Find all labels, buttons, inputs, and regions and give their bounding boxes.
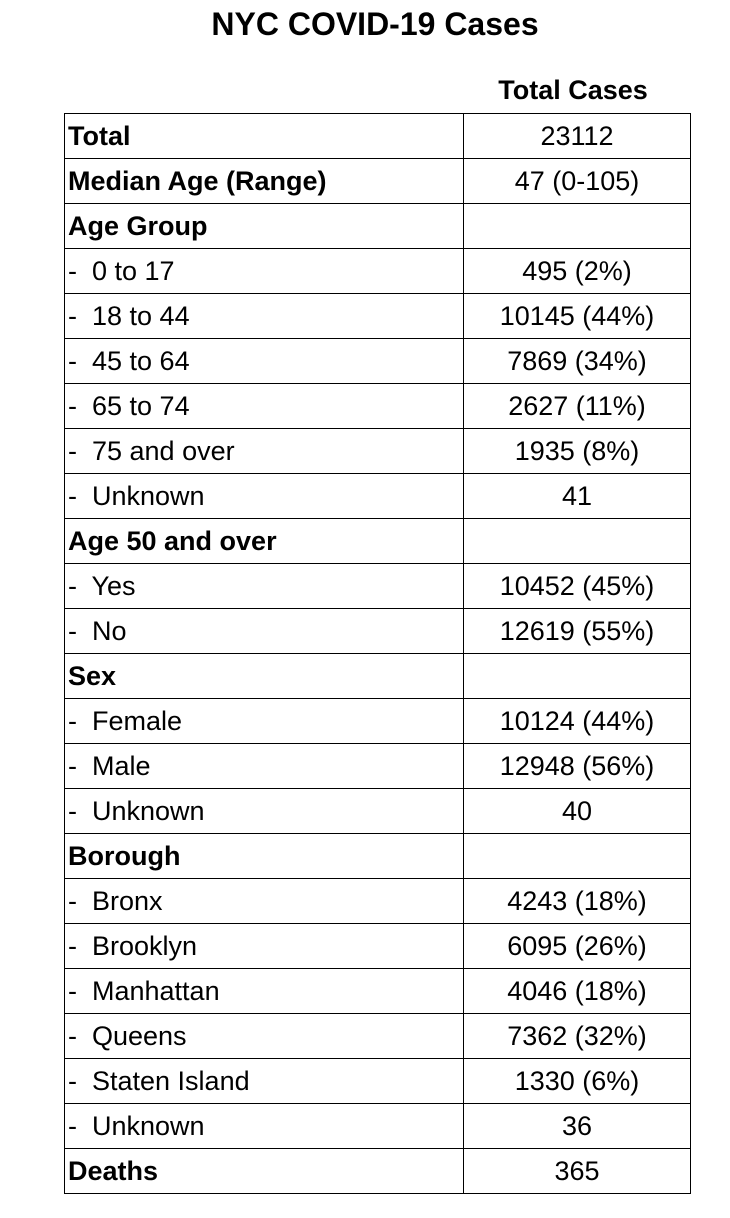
row-label: Age 50 and over [65,519,464,564]
row-value: 12948 (56%) [464,744,691,789]
table-row [65,474,691,519]
row-label: - No [65,609,464,654]
table-row [65,924,691,969]
row-value: 7869 (34%) [464,339,691,384]
table-row [65,294,691,339]
row-value: 1935 (8%) [464,429,691,474]
row-label: Age Group [65,204,464,249]
table-row [65,744,691,789]
table-row [65,699,691,744]
table-row [65,1149,691,1194]
table-row [65,969,691,1014]
row-label: - Yes [65,564,464,609]
cases-table-body [65,114,691,1194]
row-label: - 65 to 74 [65,384,464,429]
row-label: - Queens [65,1014,464,1059]
row-value: 4243 (18%) [464,879,691,924]
row-value: 10124 (44%) [464,699,691,744]
row-value: 7362 (32%) [464,1014,691,1059]
table-row [65,879,691,924]
row-value: 10145 (44%) [464,294,691,339]
row-value: 4046 (18%) [464,969,691,1014]
row-label: - Manhattan [65,969,464,1014]
row-label: - Male [65,744,464,789]
table-row [65,384,691,429]
row-value: 40 [464,789,691,834]
row-value: 12619 (55%) [464,609,691,654]
table-row [65,519,691,564]
row-value: 47 (0-105) [464,159,691,204]
table-row [65,429,691,474]
row-label: - Unknown [65,474,464,519]
row-value: 41 [464,474,691,519]
row-label: - Unknown [65,1104,464,1149]
row-label: Deaths [65,1149,464,1194]
table-row [65,249,691,294]
row-value [464,834,691,879]
row-value [464,654,691,699]
table-row [65,654,691,699]
row-label: Borough [65,834,464,879]
row-label: - 45 to 64 [65,339,464,384]
row-value: 1330 (6%) [464,1059,691,1104]
row-label: - Brooklyn [65,924,464,969]
row-label: - 0 to 17 [65,249,464,294]
row-value: 36 [464,1104,691,1149]
row-value: 495 (2%) [464,249,691,294]
table-row [65,789,691,834]
table-row [65,114,691,159]
row-value [464,519,691,564]
table-row [65,1104,691,1149]
row-label: - 18 to 44 [65,294,464,339]
row-label: - 75 and over [65,429,464,474]
table-row [65,834,691,879]
row-label: - Female [65,699,464,744]
table-row [65,159,691,204]
table-row [65,1014,691,1059]
table-row [65,564,691,609]
table-row [65,339,691,384]
table-row [65,609,691,654]
row-label: - Unknown [65,789,464,834]
cases-table [64,113,691,1194]
row-label: - Bronx [65,879,464,924]
row-label: Median Age (Range) [65,159,464,204]
row-value: 365 [464,1149,691,1194]
row-label: Sex [65,654,464,699]
row-value [464,204,691,249]
row-value: 23112 [464,114,691,159]
row-label: Total [65,114,464,159]
table-row [65,204,691,249]
row-label: - Staten Island [65,1059,464,1104]
row-value: 6095 (26%) [464,924,691,969]
column-header-total-cases: Total Cases [498,75,648,105]
row-value: 2627 (11%) [464,384,691,429]
table-row [65,1059,691,1104]
page-title: NYC COVID-19 Cases [211,6,539,42]
row-value: 10452 (45%) [464,564,691,609]
